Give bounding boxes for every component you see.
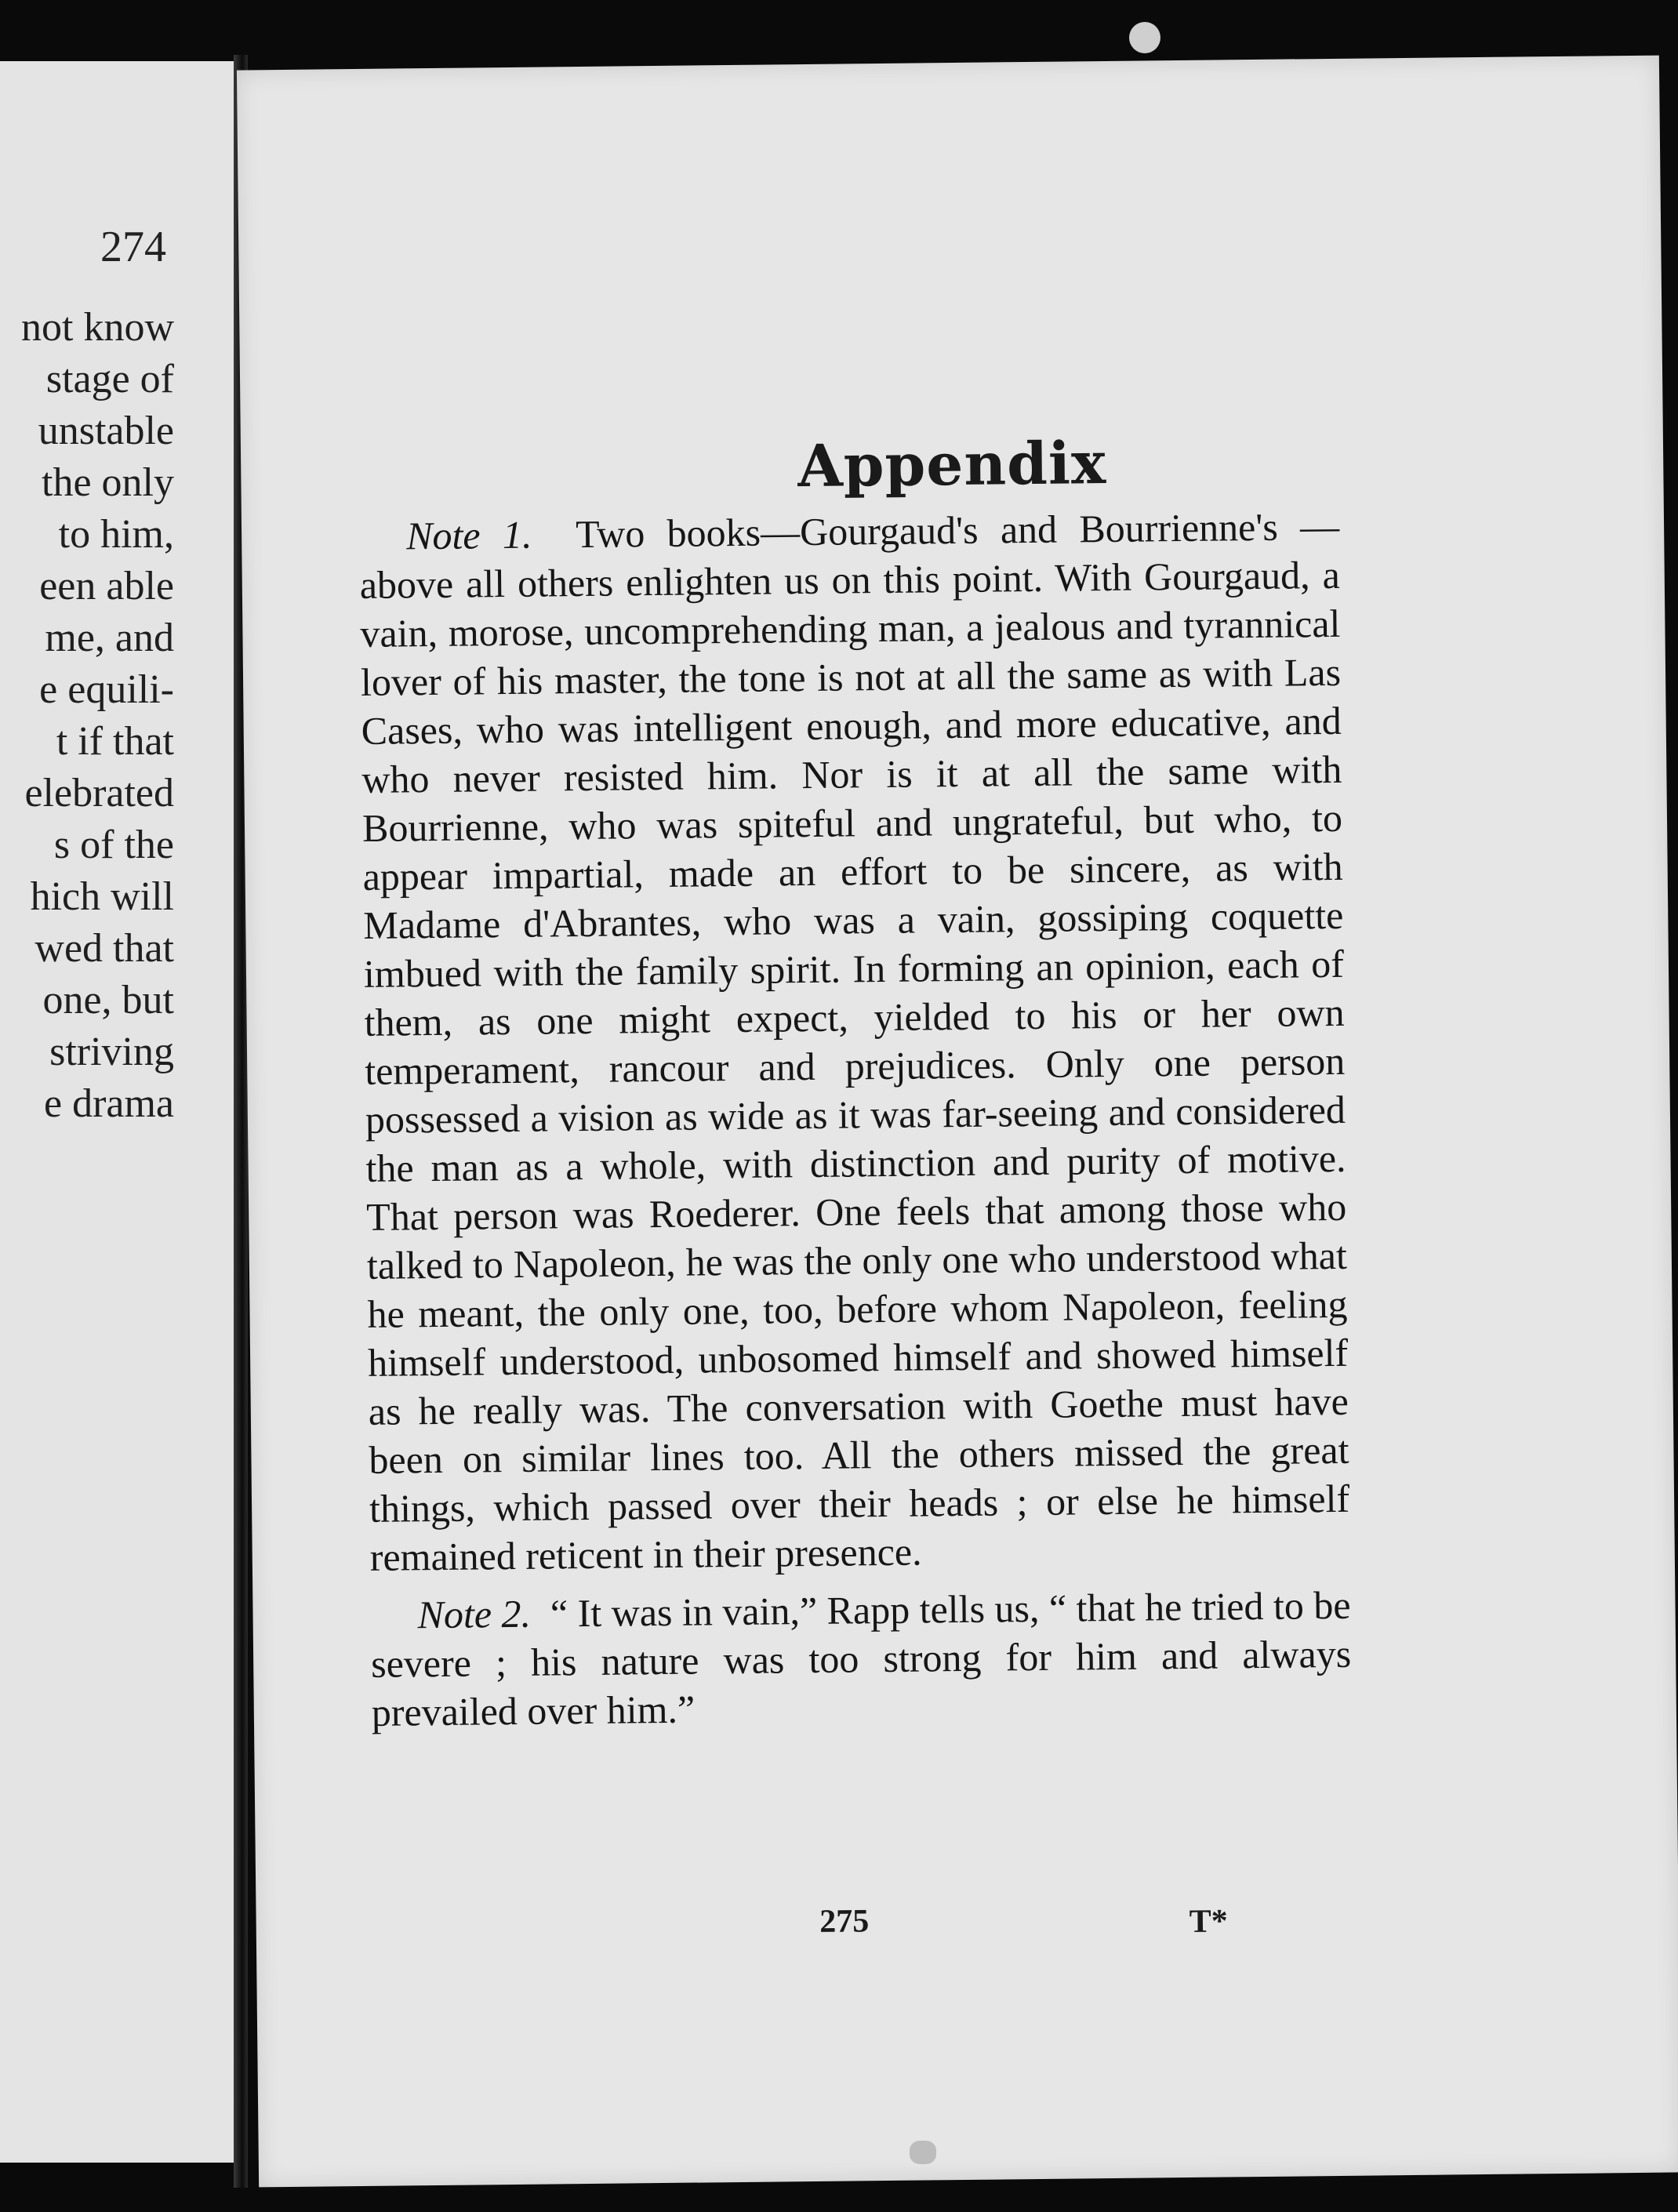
- signature-mark: T*: [1189, 1903, 1228, 1940]
- left-page-line: elebrated: [24, 771, 174, 815]
- left-page-line: unstable: [38, 409, 174, 453]
- appendix-body: [359, 502, 1352, 1737]
- note-1-text: Two books—Gourgaud's and Bourrienne's —above all others enlighten us on this point. With Gourgaud, a vain, morose, uncomprehending man, a jealous and tyrannical lover of his master, the tone is not at all the same as with Las Cases, who was intelligent enough, and more educative, and who never resisted him. Nor is it at all the same with Bourrienne, who was spiteful and ungrateful, but who, to appear impartial, made an effort to be sincere, as with Madame d'Abrantes, who was a vain, gossiping coquette imbued with the family spirit. In forming an opinion, each of them, as one might expect, yielded to his or her own temperament, rancour and prejudices. Only one person possessed a vision as wide as it was far-seeing and considered the man as a whole, with distinction and purity of motive. That person was Roederer. One feels that among those who talked to Napoleon, he was the only one who understood what he meant, the only one, too, before whom Napoleon, feeling himself understood, unbosomed himself and showed himself as he really was. The conversation with Goethe must have been on similar lines too. All the others missed the great things, which passed over their heads ; or else he himself remained reticent in their presence.: [359, 503, 1350, 1579]
- note-1-paragraph: [359, 502, 1350, 1582]
- left-page: [0, 61, 235, 2163]
- left-page-number: 274: [100, 223, 166, 271]
- left-page-line: not know: [21, 305, 174, 350]
- scan-speck: [910, 2141, 936, 2164]
- left-page-line: s of the: [53, 823, 174, 867]
- page-title: Appendix: [797, 429, 1107, 501]
- left-page-line: stage of: [45, 357, 174, 401]
- left-page-line: e drama: [43, 1081, 174, 1126]
- left-page-line: t if that: [56, 719, 174, 764]
- left-page-line: one, but: [42, 978, 174, 1022]
- left-page-line: to him,: [58, 512, 174, 557]
- left-page-line: hich will: [30, 874, 174, 919]
- left-page-line: me, and: [45, 616, 174, 660]
- left-page-line: e equili-: [39, 667, 174, 712]
- right-page: [237, 56, 1678, 2188]
- page-number: 275: [819, 1903, 870, 1940]
- left-page-line: striving: [49, 1030, 174, 1074]
- note-2-text: “ It was in vain,” Rapp tells us, “ that he tried to be severe ; his nature was too strong for him and always prevailed over him.”: [370, 1582, 1352, 1734]
- left-page-line: the only: [42, 460, 174, 505]
- note-2-label: Note 2.: [417, 1591, 532, 1637]
- scan-speck: [1129, 22, 1160, 53]
- left-page-line: een able: [39, 564, 174, 608]
- left-page-line: wed that: [35, 926, 174, 971]
- note-1-label: Note 1.: [405, 512, 532, 558]
- note-2-paragraph: [370, 1581, 1352, 1737]
